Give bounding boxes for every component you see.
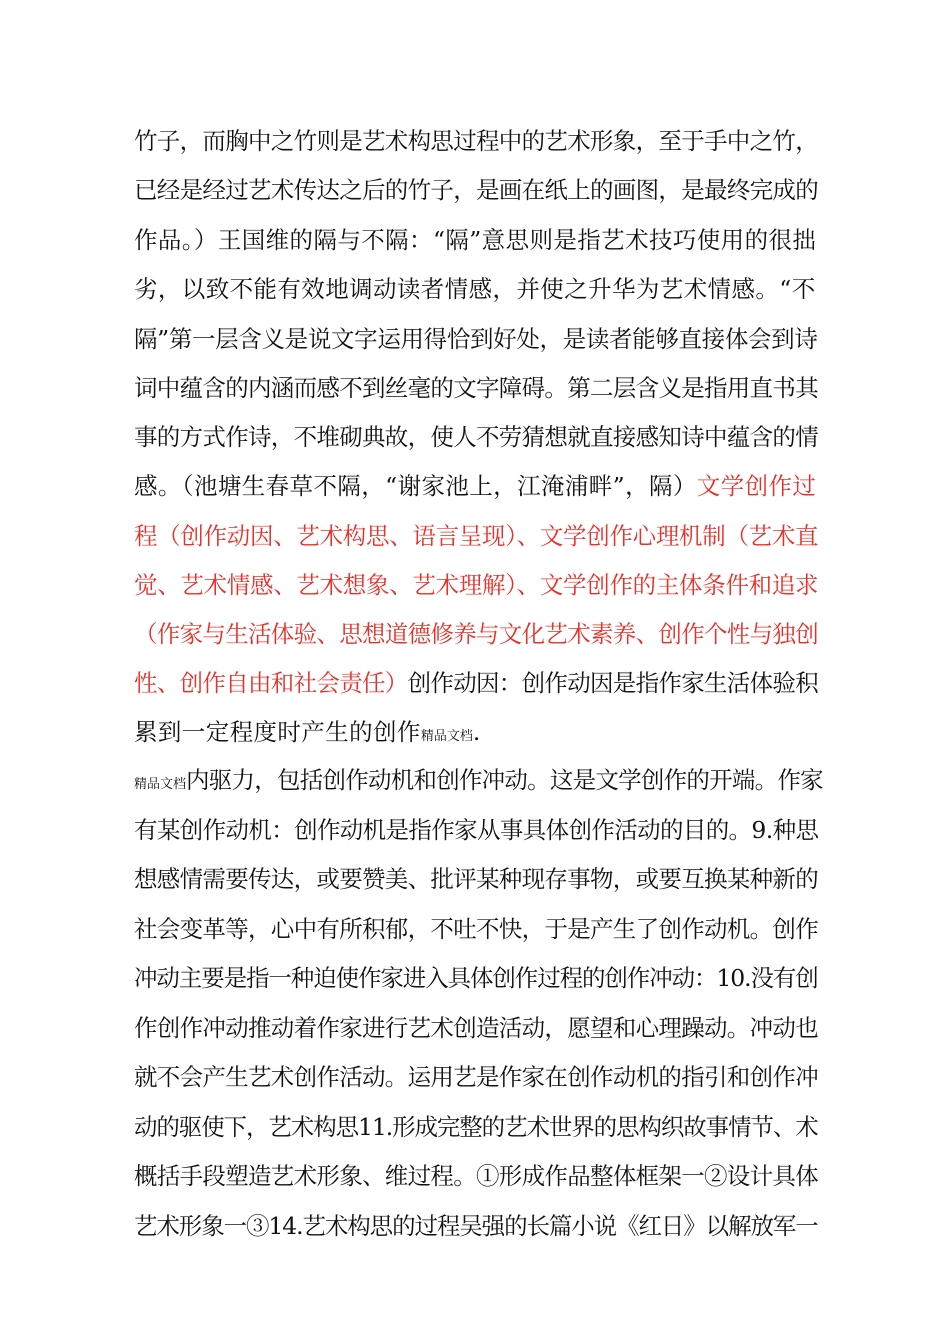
line-text: 社会变革等，心中有所积郁，不吐不快，于是产生了创作动机。创作: [134, 915, 818, 943]
text-line: [134, 914, 818, 944]
text-line: [134, 765, 823, 800]
text-line: [134, 521, 818, 551]
highlighted-text: （作家与生活体验、思想道德修养与文化艺术素养、创作个性与独创: [134, 620, 818, 648]
line-text: 作品。）王国维的隔与不隔：“隔”意思则是指艺术技巧使用的很拙: [134, 226, 817, 254]
text-line: [134, 864, 818, 894]
text-line: [134, 471, 816, 501]
text-line: [134, 422, 818, 452]
line-text: 隔”第一层含义是说文字运用得恰到好处，是读者能够直接体会到诗: [134, 325, 818, 353]
text-line: [134, 963, 818, 993]
text-line: [134, 274, 816, 304]
highlighted-text: 觉、艺术情感、艺术想象、艺术理解）、文学创作的主体条件和追求: [134, 571, 819, 599]
text-line: [134, 1013, 818, 1043]
line-text: 就不会产生艺术创作活动。运用艺是作家在创作动机的指引和创作冲: [134, 1063, 818, 1091]
line-text: 感。（池塘生春草不隔，“谢家池上，江淹浦畔”，隔）: [134, 472, 697, 500]
line-text: 累到一定程度时产生的创作: [134, 718, 421, 746]
line-text: 概括手段塑造艺术形象、维过程。①形成作品整体框架一②设计具体: [134, 1162, 818, 1190]
watermark-label: 精品文档: [134, 777, 187, 792]
text-line: [134, 619, 818, 649]
text-line: [134, 126, 818, 156]
line-text: 想感情需要传达，或要赞美、批评某种现存事物，或要互换某种新的: [134, 865, 818, 893]
text-line: [134, 175, 818, 205]
text-line: [134, 570, 818, 600]
line-text: 事的方式作诗，不堆砌典故，使人不劳猜想就直接感知诗中蕴含的情: [134, 423, 818, 451]
highlighted-text: 程（创作动因、艺术构思、语言呈现）、文学创作心理机制（艺术直: [134, 522, 819, 550]
text-line: [134, 1112, 818, 1142]
line-text: 已经是经过艺术传达之后的竹子，是画在纸上的画图，是最终完成的: [134, 176, 818, 204]
text-line: [134, 1161, 818, 1191]
line-text: 作创作冲动推动着作家进行艺术创造活动，愿望和心理躁动。冲动也: [134, 1014, 818, 1042]
text-line: [134, 815, 818, 845]
line-text: 劣，以致不能有效地调动读者情感，并使之升华为艺术情感。“不: [134, 275, 816, 303]
text-line: [134, 225, 816, 255]
line-text: .: [472, 718, 481, 746]
line-text: 竹子，而胸中之竹则是艺术构思过程中的艺术形象，至于手中之竹，: [134, 127, 818, 155]
highlighted-text: 文学创作过: [696, 472, 817, 500]
highlighted-text: 性、创作自由和社会责任）: [134, 669, 408, 697]
text-line: [134, 373, 818, 403]
line-text: 内驱力，包括创作动机和创作冲动。这是文学创作的开端。作家: [186, 766, 823, 794]
line-text: 动的驱使下，艺术构思11.形成完整的艺术世界的思构织故事情节、术: [134, 1113, 818, 1141]
line-text: 创作动因：创作动因是指作家生活体验积: [407, 669, 819, 697]
text-line: [134, 1062, 818, 1092]
watermark-label: 精品文档: [420, 729, 473, 744]
line-text: 艺术形象一③14.艺术构思的过程吴强的长篇小说《红日》以解放军一: [134, 1212, 818, 1240]
line-text: 词中蕴含的内涵而感不到丝毫的文字障碍。第二层含义是指用直书其: [134, 374, 818, 402]
text-line: [134, 1211, 818, 1241]
text-line: [134, 668, 818, 698]
line-text: 有某创作动机：创作动机是指作家从事具体创作活动的目的。9.种思: [134, 816, 819, 844]
line-text: 冲动主要是指一种迫使作家进入具体创作过程的创作冲动：10.没有创: [134, 964, 818, 992]
text-line: [134, 717, 481, 752]
text-line: [134, 324, 818, 354]
